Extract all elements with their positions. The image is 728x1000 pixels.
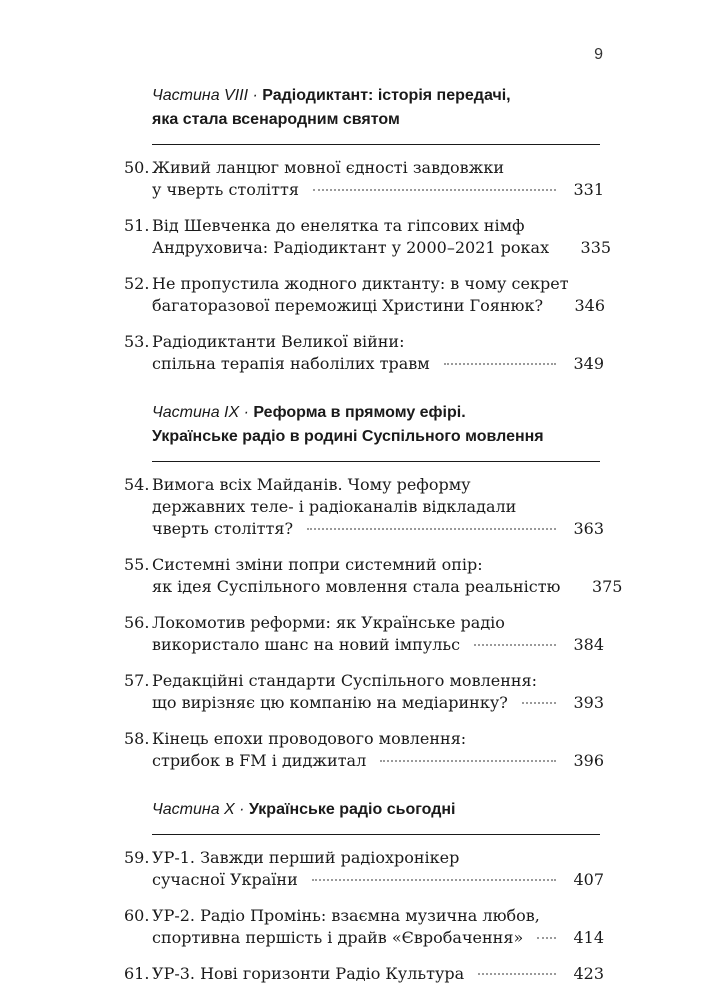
toc-entry[interactable] <box>124 847 604 891</box>
entry-page: 414 <box>573 928 604 947</box>
entry-title-line: у чверть століття <box>152 180 299 199</box>
entry-number: 51. <box>124 216 150 235</box>
entry-title-line: чверть століття? <box>152 519 294 538</box>
entry-title-line: що вирізняє цю компанію на медіаринку? <box>152 693 508 712</box>
entry-page: 349 <box>573 354 604 373</box>
entry-number: 60. <box>124 906 150 925</box>
entry-page: 363 <box>573 519 604 538</box>
part-title-line: Реформа в прямому ефірі. <box>253 404 466 421</box>
entry-number: 55. <box>124 555 150 574</box>
part-heading <box>152 401 604 449</box>
part-heading <box>152 84 604 132</box>
entry-title-line: УР-2. Радіо Промінь: взаємна музична любов, <box>152 906 540 925</box>
dot-leader <box>474 644 556 646</box>
toc-entry[interactable] <box>124 905 604 949</box>
entry-number: 52. <box>124 274 150 293</box>
entry-title-line: як ідея Суспільного мовлення стала реальністю <box>152 577 561 596</box>
dot-leader <box>522 702 556 704</box>
divider <box>152 834 600 835</box>
entry-number: 57. <box>124 671 150 690</box>
entry-page: 335 <box>580 238 612 257</box>
dot-leader <box>380 760 556 762</box>
entry-title-line: Редакційні стандарти Суспільного мовлення: <box>152 671 538 690</box>
entry-title-line: Живий ланцюг мовної єдності завдовжки <box>152 158 504 177</box>
entry-number: 56. <box>124 613 150 632</box>
entry-title-line: Вимога всіх Майданів. Чому реформу <box>152 475 471 494</box>
entry-title-line: спортивна першість і драйв «Євробачення» <box>152 928 524 947</box>
entry-page: 384 <box>573 635 604 654</box>
toc-entry[interactable] <box>124 963 604 985</box>
page-number: 9 <box>594 46 603 63</box>
dot-leader <box>478 973 556 975</box>
entry-title-line: Від Шевченка до енелятка та гіпсових німф <box>152 216 525 235</box>
toc-entry[interactable] <box>124 331 604 375</box>
part-title-line: Українське радіо сьогодні <box>248 801 456 818</box>
entry-title-line: державних теле- і радіоканалів відкладали <box>152 497 517 516</box>
table-of-contents <box>124 84 623 999</box>
entry-number: 53. <box>124 332 150 351</box>
part-heading <box>152 798 604 822</box>
toc-entry[interactable] <box>124 157 604 201</box>
dot-leader <box>313 189 556 191</box>
entry-page: 407 <box>573 870 604 889</box>
entry-title-line: багаторазової переможиці Христини Гоянюк? <box>152 296 544 315</box>
entry-title-line: Не пропустила жодного диктанту: в чому секрет <box>152 274 569 293</box>
entry-page: 331 <box>573 180 604 199</box>
toc-entry[interactable] <box>124 612 604 656</box>
dot-leader <box>312 879 556 881</box>
entry-title-line: спільна терапія наболілих травм <box>152 354 430 373</box>
entry-title-line: Кінець епохи проводового мовлення: <box>152 729 467 748</box>
toc-entry[interactable] <box>124 554 623 598</box>
entry-page: 375 <box>591 577 623 596</box>
toc-entry[interactable] <box>124 273 604 317</box>
entry-number: 61. <box>124 964 150 983</box>
entry-number: 58. <box>124 729 150 748</box>
entry-page: 393 <box>573 693 604 712</box>
entry-number: 50. <box>124 158 150 177</box>
toc-entry[interactable] <box>124 215 612 259</box>
entry-title-line: Радіодиктанти Великої війни: <box>152 332 405 351</box>
entry-title-line: сучасної України <box>152 870 298 889</box>
entry-title-line: Системні зміни попри системний опір: <box>152 555 483 574</box>
dot-leader <box>307 528 556 530</box>
toc-entry[interactable] <box>124 728 604 772</box>
entry-page: 423 <box>573 964 604 983</box>
dot-leader <box>444 363 556 365</box>
entry-number: 54. <box>124 475 150 494</box>
entry-title-line: використало шанс на новий імпульс <box>152 635 461 654</box>
divider <box>152 144 600 145</box>
part-title-line: Українське радіо в родині Суспільного мовлення <box>152 428 544 445</box>
entry-number: 59. <box>124 848 150 867</box>
entry-title-line: стрибок в FM і диджитал <box>152 751 367 770</box>
divider <box>152 461 600 462</box>
entry-title-line: УР-3. Нові горизонти Радіо Культура <box>152 964 465 983</box>
part-title-line: Радіодиктант: історія передачі, <box>262 87 511 104</box>
entry-page: 396 <box>573 751 604 770</box>
entry-title-line: УР-1. Завжди перший радіохронікер <box>152 848 460 867</box>
dot-leader <box>537 937 556 939</box>
entry-page: 346 <box>574 296 606 315</box>
toc-entry[interactable] <box>124 670 604 714</box>
part-label: Частина IX · <box>152 404 254 421</box>
part-label: Частина X · <box>152 801 249 818</box>
part-label: Частина VIII · <box>152 87 263 104</box>
entry-title-line: Андруховича: Радіодиктант у 2000–2021 роках <box>152 238 550 257</box>
toc-entry[interactable] <box>124 474 604 540</box>
part-title-line: яка стала всенародним святом <box>152 111 400 128</box>
entry-title-line: Локомотив реформи: як Українське радіо <box>152 613 505 632</box>
